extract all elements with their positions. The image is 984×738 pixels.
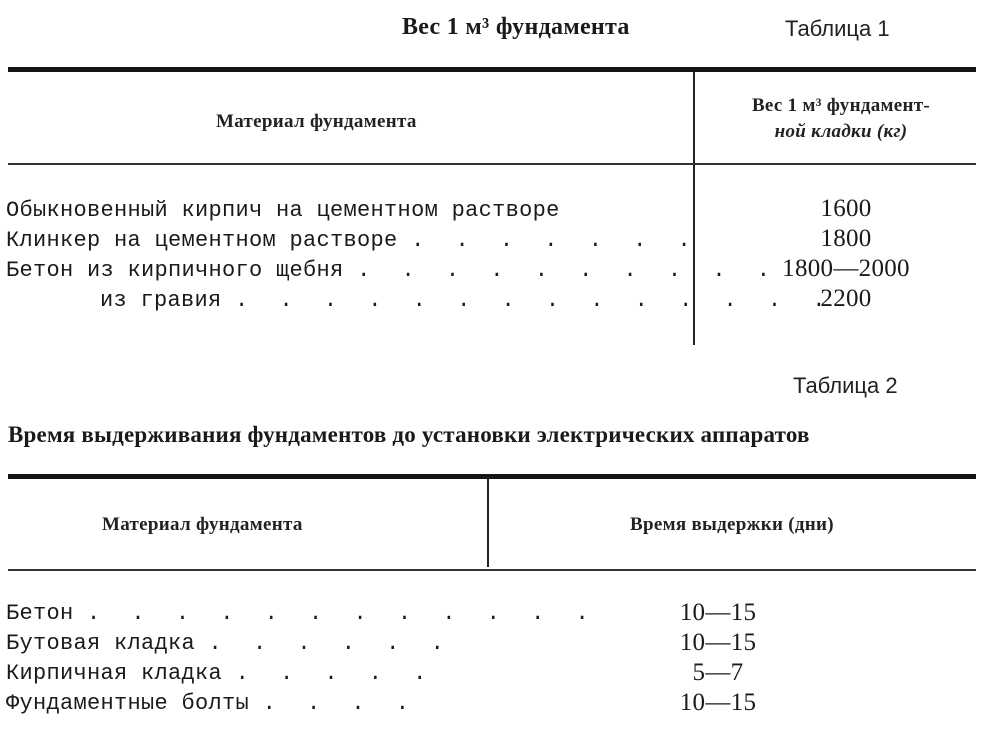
table2-row-value: 10—15 [679,689,757,716]
table1-row-value: 1800 [820,225,872,252]
table2-row-material: Бетон . . . . . . . . . . . . [6,601,598,626]
table2-header-time: Время выдержки (дни) [630,514,834,535]
table2-label: Таблица 2 [793,373,898,398]
table2-row-value: 10—15 [679,599,757,626]
table1-row-value: 1800—2000 [782,255,910,282]
table2-row-value: 5—7 [692,659,744,686]
table1-label: Таблица 1 [785,16,890,41]
table1-title: Вес 1 м³ фундамента [402,14,630,40]
table1-header-rule [8,163,976,165]
table2-column-divider [487,479,489,567]
table2-row-material: Бутовая кладка . . . . . . [6,631,453,656]
table1-row-value: 1600 [820,195,872,222]
table1-row-value: 2200 [820,285,872,312]
table1-header-weight-line2: ной кладки (кг) [774,121,908,142]
table2-header-material: Материал фундамента [102,514,303,535]
table2-row-material: Кирпичная кладка . . . . . [6,661,436,686]
table1-header-material: Материал фундамента [216,111,417,132]
table1-row-material: из гравия . . . . . . . . . . . . . . [100,288,835,313]
table1-top-rule [8,67,976,72]
table2-row-material: Фундаментные болты . . . . [6,691,418,716]
table2-top-rule [8,474,976,479]
table1-row-material: Бетон из кирпичного щебня . . . . . . . . . . [6,258,779,283]
table2-row-value: 10—15 [679,629,757,656]
table2-header-rule [8,569,976,571]
table1-header-weight-line1: Вес 1 м³ фундамент- [751,95,931,116]
table1-row-material: Обыкновенный кирпич на цементном растворе [6,198,560,223]
table1-row-material: Клинкер на цементном растворе . . . . . . . [6,228,700,253]
table2-title: Время выдерживания фундаментов до установки электрических аппаратов [8,422,810,447]
